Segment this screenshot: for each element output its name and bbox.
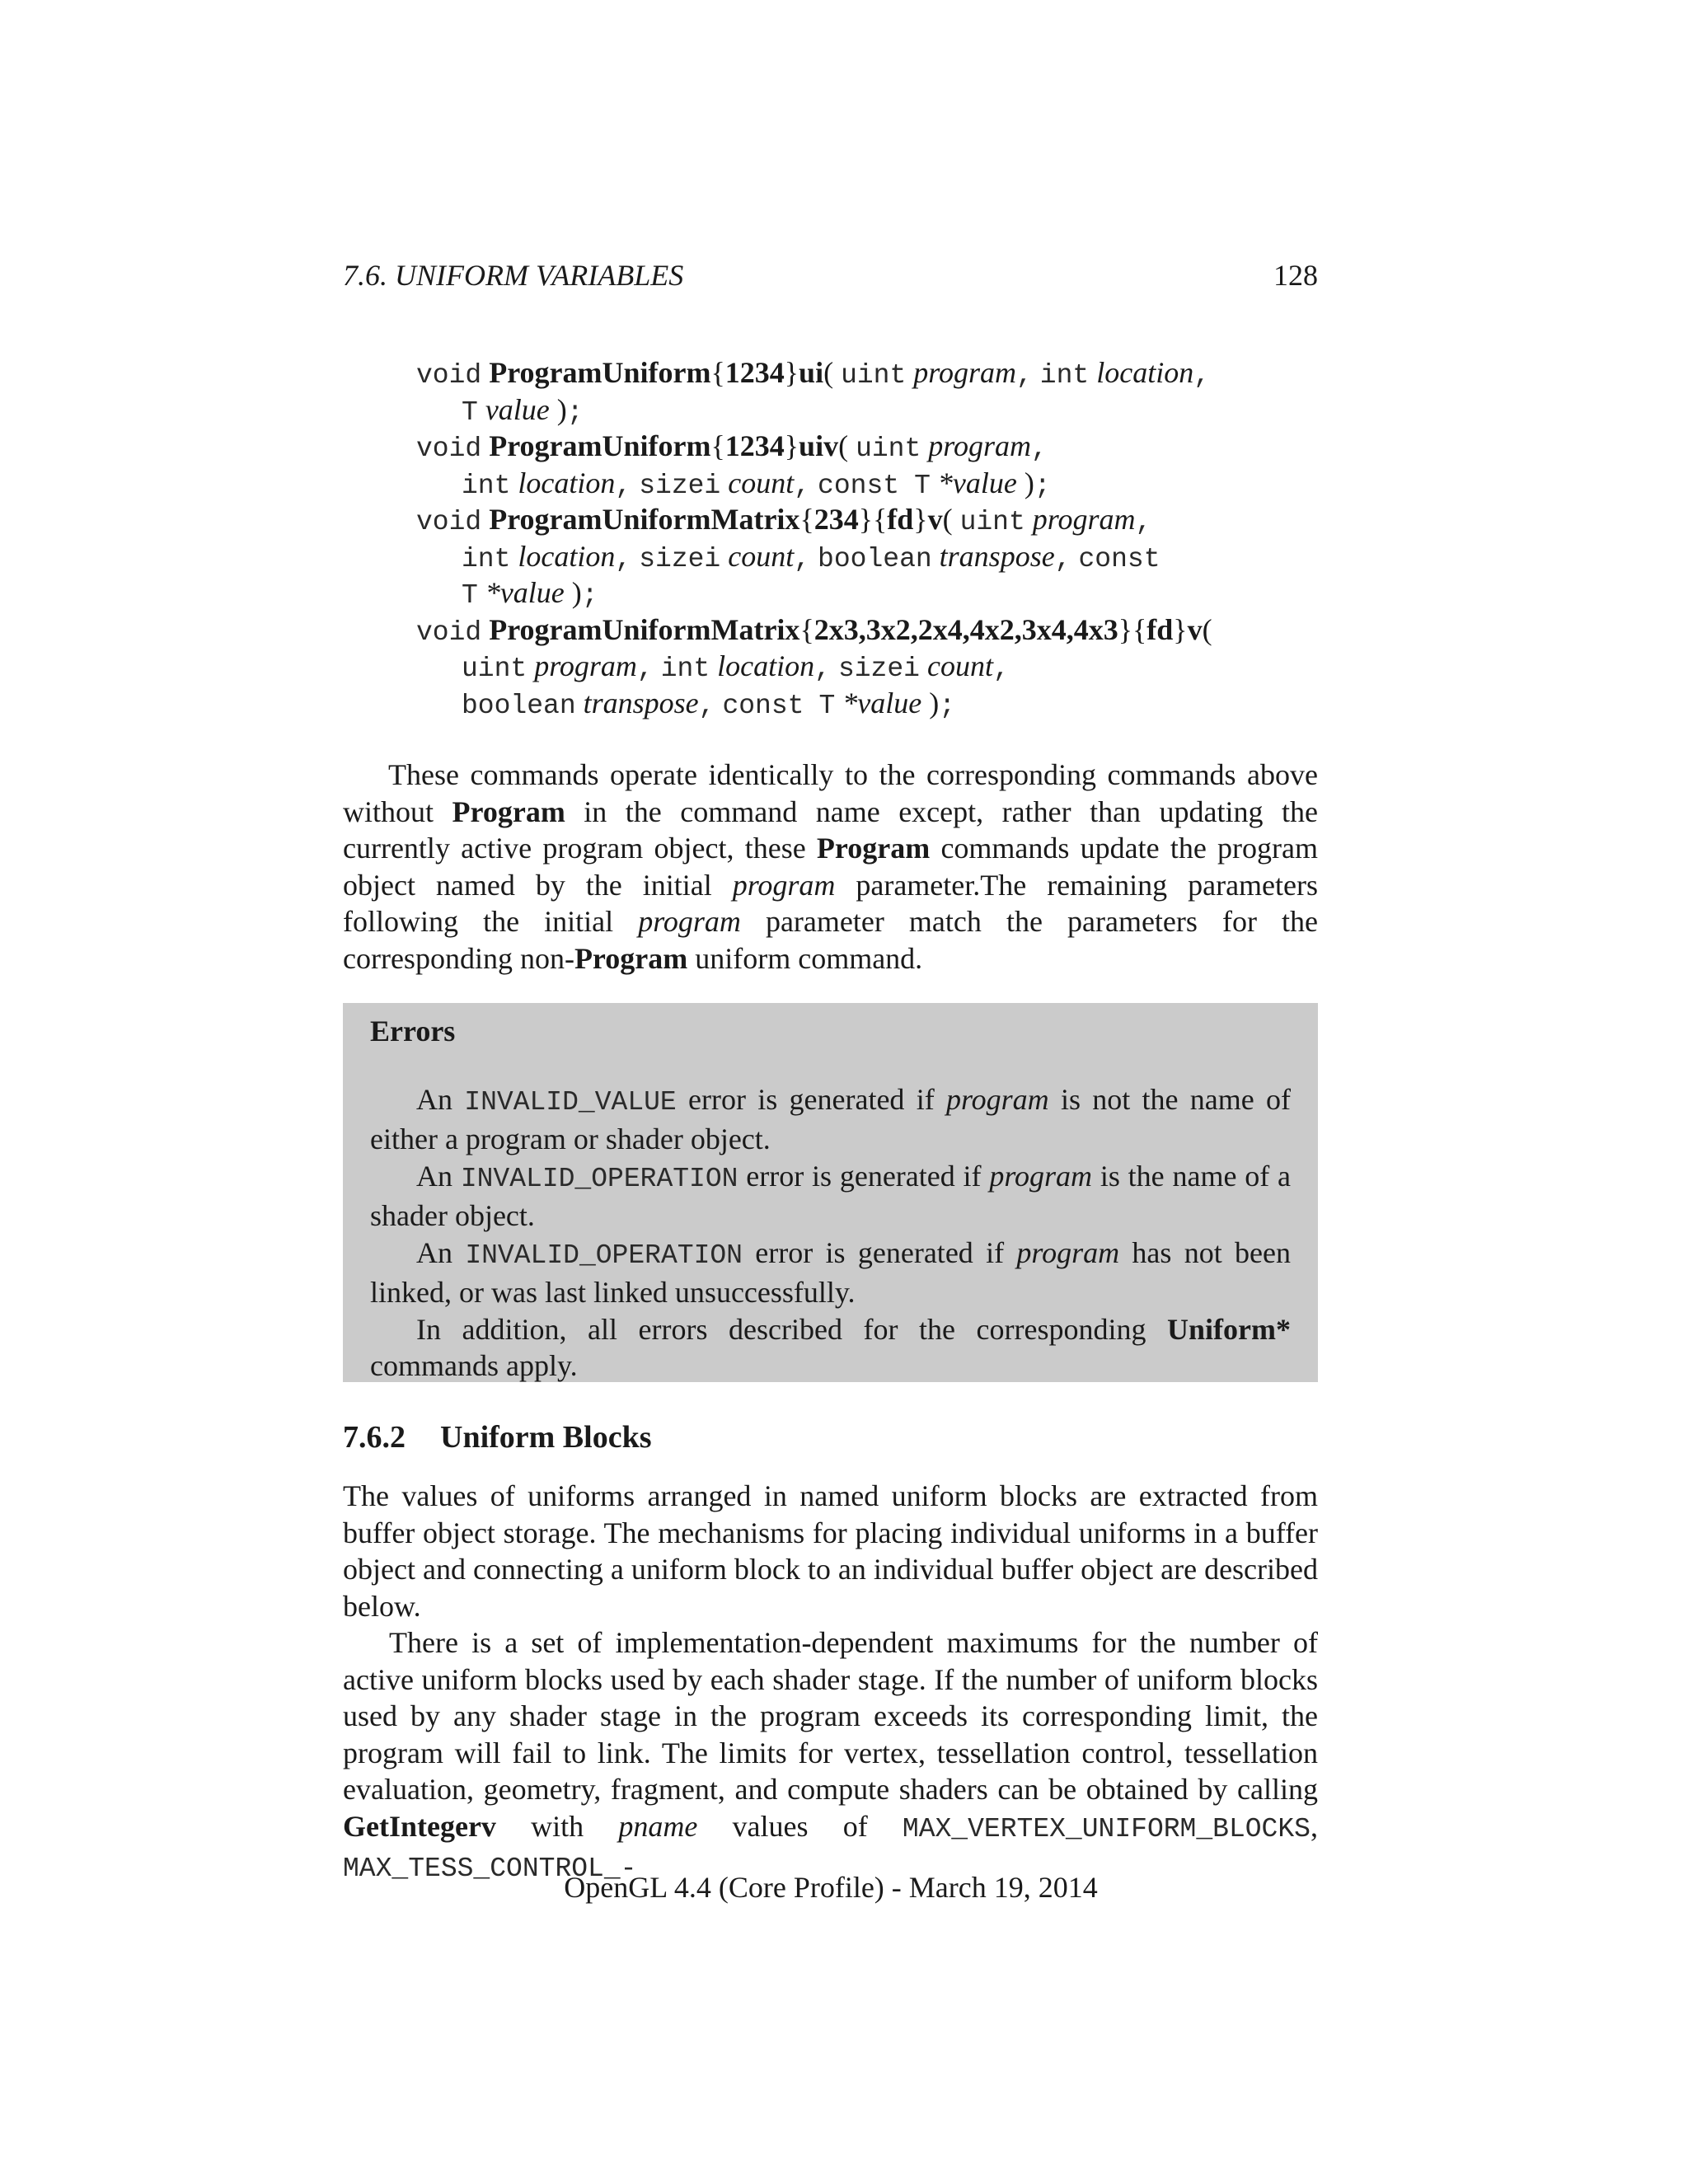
uniform-blocks-body [343,1478,1318,1888]
prototype-line: void ProgramUniform{1234}ui( uint program, int location, [416,356,1211,391]
section-heading [343,1419,652,1456]
function-name: ProgramUniform [489,356,711,389]
running-header [343,257,1318,293]
error-item: In addition, all errors described for the corresponding Uniform* commands apply. [370,1312,1291,1382]
page-footer: OpenGL 4.4 (Core Profile) - March 19, 2014 [564,1871,1098,1904]
section-title: Uniform Blocks [440,1420,652,1455]
prototype-line: boolean transpose, const T *value ); [462,686,956,721]
function-name: ProgramUniformMatrix [489,612,800,646]
body-paragraph: There is a set of implementation-dependent maximums for the number of active uniform blocks used by each shader stage. If the number of uniform blocks used by any shader stage in the program exceeds its corresponding limit, the program will fail to link. The limits for vertex, tessellation control, tessellation evaluation, geometry, fragment, and compute shaders can be obtained by calling GetIntegerv with pname values of MAX_VERTEX_UNIFORM_BLOCKS, MAX_TESS_CONTROL_- [343,1626,1318,1884]
error-item: An INVALID_OPERATION error is generated if program has not been linked, or was last linked unsuccessfully. [370,1235,1292,1309]
prototype-line: T *value ); [462,576,598,611]
errors-box [343,1003,1318,1382]
errors-title: Errors [370,1015,456,1047]
function-name: ProgramUniform [489,429,711,462]
prototype-line: T value ); [462,392,584,428]
prototype-line: void ProgramUniform{1234}uiv( uint program, [416,429,1048,464]
function-prototypes [416,354,1318,721]
body-paragraph: The values of uniforms arranged in named uniform blocks are extracted from buffer object storage. The mechanisms for placing individual uniforms in a buffer object and connecting a uniform block to an individual buffer object are described below. [343,1479,1318,1623]
section-number: 7.6.2 [343,1420,406,1455]
program-commands-paragraph: These commands operate identically to the corresponding commands above without Program in the command name except, rather than updating the currently active program object, these Program commands update the program object named by the initial program parameter.The remaining parameters following the initial program parameter match the parameters for the corresponding non-Program uniform command. [343,758,1319,975]
error-item: An INVALID_VALUE error is generated if program is not the name of either a program or shader object. [370,1082,1291,1155]
prototype-line: void ProgramUniformMatrix{2x3,3x2,2x4,4x2,3x4,4x3}{fd}v( [416,612,1212,648]
prototype-line: void ProgramUniformMatrix{234}{fd}v( uint program, [416,503,1152,537]
header-page-number: 128 [1273,259,1318,292]
function-name: ProgramUniformMatrix [489,503,800,536]
error-item: An INVALID_OPERATION error is generated if program is the name of a shader object. [370,1159,1291,1232]
prototype-line: int location, sizei count, boolean transpose, const [462,539,1160,574]
prototype-line: int location, sizei count, const T *value ); [462,466,1051,501]
header-section-title: 7.6. UNIFORM VARIABLES [343,259,684,292]
prototype-line: uint program, int location, sizei count, [462,649,1010,684]
